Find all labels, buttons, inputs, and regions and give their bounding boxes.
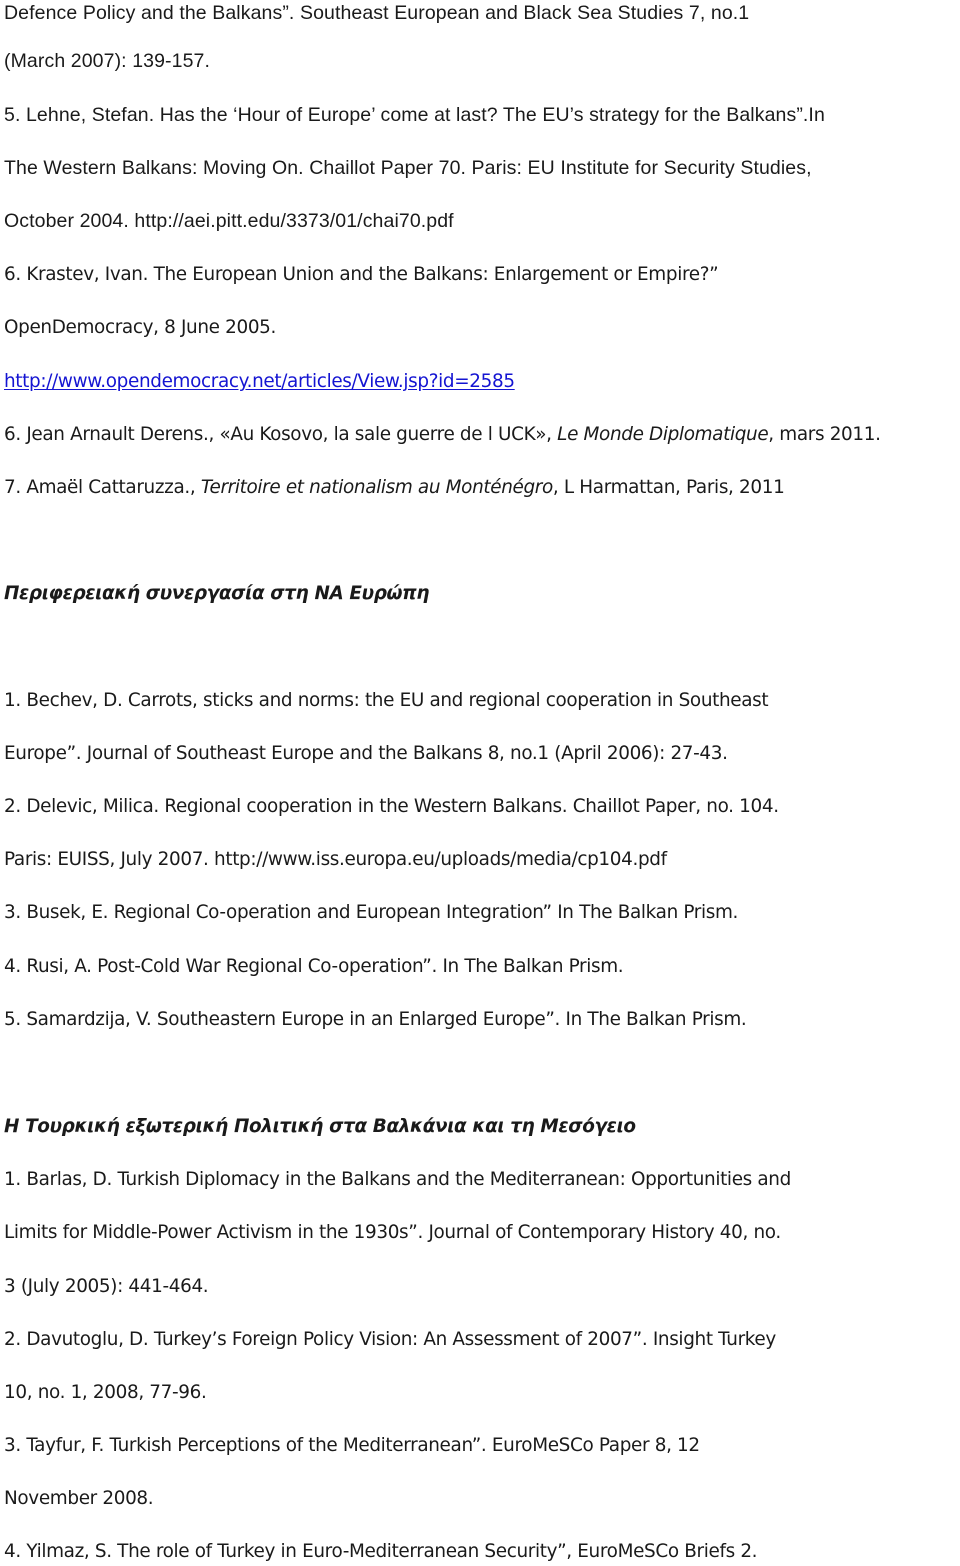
ref-line [4,422,881,448]
section-heading: Η Τουρκική εξωτερική Πολιτική στα Βαλκάνια και τη Μεσόγειο [4,1116,636,1137]
ref-line: 5. Samardzija, V. Southeastern Europe in an Enlarged Europe”. In The Balkan Prism. [4,1009,747,1030]
ref-line: 6. Krastev, Ivan. The European Union and the Balkans: Enlargement or Empire?” [4,264,719,285]
ref-line: 4. Yilmaz, S. The role of Turkey in Euro-Mediterranean Security”, EuroMeSCo Briefs 2. [4,1541,758,1562]
ref-line: Limits for Middle-Power Activism in the 1930s”. Journal of Contemporary History 40, no. [4,1222,781,1243]
section-heading: Περιφερειακή συνεργασία στη ΝΑ Ευρώπη [4,583,430,604]
ref-title-italic: Le Monde Diplomatique [557,424,769,445]
ref-line: (March 2007): 139-157. [4,50,210,72]
ref-line: Paris: EUISS, July 2007. http://www.iss.europa.eu/uploads/media/cp104.pdf [4,849,667,870]
ref-line: 4. Rusi, A. Post-Cold War Regional Co-operation”. In The Balkan Prism. [4,956,624,977]
ref-line: November 2008. [4,1488,154,1509]
ref-title-italic: Territoire et nationalism au Monténégro [200,477,553,498]
ref-line: Defence Policy and the Balkans”. Southeast European and Black Sea Studies 7, no.1 [4,2,750,24]
ref-link[interactable]: http://www.opendemocracy.net/articles/View.jsp?id=2585 [4,371,515,392]
ref-line: 1. Bechev, D. Carrots, sticks and norms: the EU and regional cooperation in Southeast [4,690,769,711]
ref-line: 2. Davutoglu, D. Turkey’s Foreign Policy Vision: An Assessment of 2007”. Insight Turkey [4,1329,776,1350]
ref-line: The Western Balkans: Moving On. Chaillot Paper 70. Paris: EU Institute for Security Studies, [4,157,812,179]
ref-line: 1. Barlas, D. Turkish Diplomacy in the Balkans and the Mediterranean: Opportunities and [4,1169,791,1190]
ref-line [4,475,784,501]
ref-line: 10, no. 1, 2008, 77-96. [4,1382,207,1403]
ref-line: 3. Tayfur, F. Turkish Perceptions of the Mediterranean”. EuroMeSCo Paper 8, 12 [4,1435,700,1456]
ref-text: , mars 2011. [768,424,881,445]
ref-line: OpenDemocracy, 8 June 2005. [4,317,277,338]
ref-line: 2. Delevic, Milica. Regional cooperation in the Western Balkans. Chaillot Paper, no. 104. [4,796,779,817]
ref-text: , L Harmattan, Paris, 2011 [552,477,785,498]
ref-line: 3 (July 2005): 441-464. [4,1276,209,1297]
ref-text: 7. Amaël Cattaruzza., [4,477,201,498]
ref-line: 3. Busek, E. Regional Co-operation and European Integration” In The Balkan Prism. [4,902,739,923]
ref-line: Europe”. Journal of Southeast Europe and the Balkans 8, no.1 (April 2006): 27-43. [4,743,728,764]
ref-line: October 2004. http://aei.pitt.edu/3373/01/chai70.pdf [4,210,454,232]
ref-line: 5. Lehne, Stefan. Has the ‘Hour of Europe’ come at last? The EU’s strategy for the Balkans”.In [4,104,825,126]
ref-text: 6. Jean Arnault Derens., «Au Kosovo, la sale guerre de l UCK», [4,424,558,445]
